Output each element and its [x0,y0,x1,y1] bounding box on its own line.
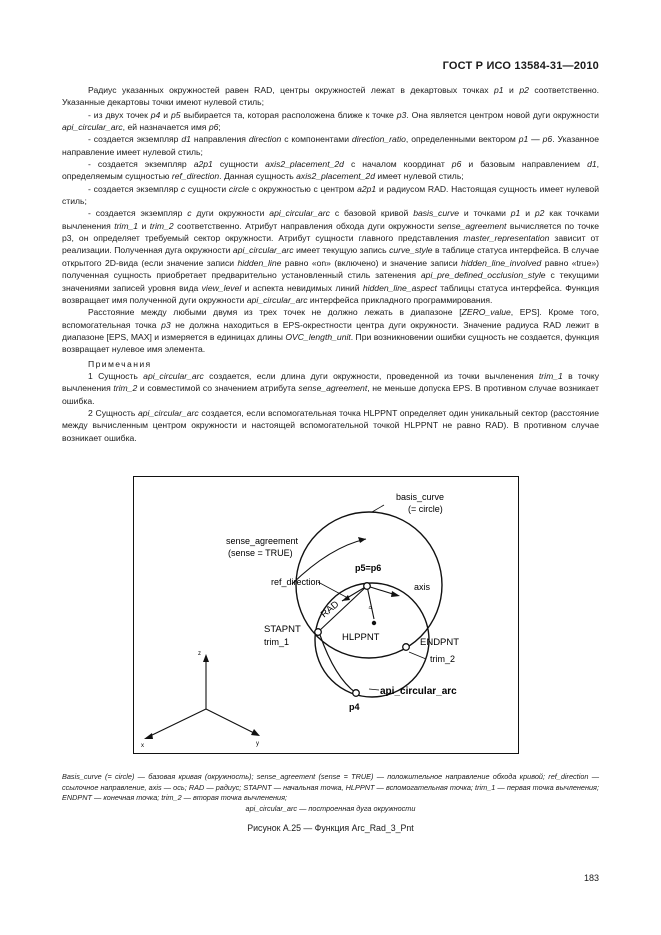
label-p4: p4 [349,702,360,712]
italic-term: sense_agreement [298,383,368,394]
italic-term: p3 [396,109,407,120]
italic-term: p1 [510,208,521,219]
italic-term: direction [248,134,282,145]
italic-term: api_pre_defined_occlusion_style [420,270,546,281]
italic-term: basis_curve [413,208,460,219]
label-axis-z: z [198,651,201,657]
italic-term: axis2_placement_2d [265,159,344,170]
axis-arrow [391,591,400,597]
label-axis-x: x [141,743,144,749]
label-trim2: trim_2 [430,654,456,664]
label-axis: axis [414,582,431,592]
label-basis-curve: basis_curve [396,492,445,502]
endpnt-point [403,644,410,651]
italic-term: c [180,183,186,194]
label-sense-agreement: sense_agreement [226,536,299,546]
page-number: 183 [583,873,599,883]
italic-term: ref_direction [171,171,220,182]
italic-term: p5 [171,109,181,120]
paragraph: Радиус указанных окружностей равен RAD, центры окружностей лежат в декартовых точках p1 и p2 соответственно. Указанные декартовы точки имеют нулевой стиль; [62,85,599,108]
italic-term: p1 [494,85,504,95]
italic-term: api_circular_arc [62,122,123,133]
label-stapnt: STAPNT [264,624,301,635]
italic-term: curve_style [389,245,433,256]
italic-term: hidden_line_aspect [362,282,437,293]
paragraph: - создается экземпляр c сущности circle с окружностью с центром a2p1 и радиусом RAD. Настоящая сущность имеет нулевой стиль; [62,183,599,207]
italic-term: trim_2 [113,383,138,394]
label-p5p6: p5=p6 [355,563,382,573]
label-hlppnt: HLPPNT [342,632,380,643]
paragraph: Расстояние между любыми двумя из трех точек не должно лежать в диапазоне [ZERO_value, EPS]. Кроме того, вспомогательная точка p3 не должна находиться в EPS-окрестности центра дуги окружности. Значение радиуса RAD лежит в диапазоне [EPS, MAX] и измеряется в единицах длины OVC_length_unit. При возникновении ошибки сущность не создается, функция возвращает нулевое имя элемента. [62,307,599,355]
paragraph: - создается экземпляр c дуги окружности api_circular_arc с базовой кривой basis_curve и точками p1 и p2 как точками вычленения trim_1 и trim_2 соответственно. Атрибут направления обхода дуги окружности sense_agreement вычисляется по точке p3, он определяет требуемый сектор окружности. Атрибут сущности главного представления master_representation зависит от реализации. Полученная дуга окружности api_circular_arc имеет текущую запись curve_style в таблице статуса интерфейса. В случае открытого 2D-вида (если значение записи hidden_line равно «on» (включено) и значение записи hidden_line_involved равно «true») полученная сущность приобретает предварительно установленный стиль затенения api_pre_defined_occlusion_style с текущими значениями записей уровня вида view_level и аспекта невидимых линий hidden_line_aspect таблицы статуса интерфейса. Функция возвращает имя полученной дуги окружности api_circular_arc интерфейса прикладного программирования. [62,208,600,305]
figure-legend [62,772,599,814]
italic-term: p6 [208,122,219,133]
italic-term: api_circular_arc [232,245,294,256]
center-vector [367,586,374,619]
label-sense-agreement-sub: (sense = TRUE) [228,548,293,558]
italic-term: ZERO_value [461,307,511,318]
italic-term: c [187,208,192,219]
label-trim1: trim_1 [264,637,290,647]
italic-term: a2p1 [193,159,213,170]
italic-term: direction_ratio [351,134,406,145]
notes-title: Примечания [88,358,152,369]
stapnt-point [315,629,322,636]
arc-diagram [133,476,519,754]
basis-leader [372,505,384,512]
italic-term: p3 [161,319,171,330]
standard-header: ГОСТ Р ИСО 13584-31—2010 [442,60,599,72]
arc-diagram-svg [134,477,520,755]
label-api-circular-arc: api_circular_arc [380,686,457,697]
axis-x-line [148,709,206,737]
label-axis-y: y [256,741,259,747]
hlppnt-point [372,621,376,625]
italic-term: d1 [181,134,191,145]
italic-term: a2p1 [357,183,377,194]
italic-term: master_representation [463,233,550,244]
italic-term: trim_1 [114,220,139,231]
axis-x-arrow [144,733,153,739]
note-item: 2 Сущность api_circular_arc создается, если вспомогательная точка HLPPNT определяет один уникальный сектор (расстояние между вычисленным центром окружности и настоящей вспомогательной точкой HLPPNT не равно RAD). В противном случае возникает ошибка. [62,407,599,443]
italic-term: api_circular_arc [246,294,308,305]
legend-text: Basis_curve (= circle) — базовая кривая (окружность); sense_agreement (sense = TRUE) — положительное направление обхода кривой; ref_direction — ссылочное направление, axis — ось; RAD — радиус; STAPNT — начальная точка, HLPPNT — вспомогательная точка; trim_1 — первая точка вычленения; ENDPNT — конечная точка; trim_2 — вторая точка вычленения; [62,772,599,803]
label-basis-curve-sub: (= circle) [408,504,443,514]
axis-z-arrow [203,654,209,662]
ref-direction-leader [318,582,346,597]
label-endpnt: ENDPNT [420,637,460,648]
italic-term: p2 [534,208,545,219]
italic-term: trim_1 [538,370,563,381]
italic-term: d1 [587,159,597,170]
paragraph: - из двух точек p4 и p5 выбирается та, которая расположена ближе к точке p3. Она является центром новой дуги окружности api_circular_arc, ей назначается имя p6; [62,109,599,133]
italic-term: api_circular_arc [269,208,330,219]
italic-term: p1 — p6 [518,134,553,145]
italic-term: api_circular_arc [138,407,199,418]
label-rad: RAD [318,598,342,621]
paragraph: - создается экземпляр a2p1 сущности axis2_placement_2d с началом координат p6 и базовым направлением d1, определяемым сущностью ref_direction. Данная сущность axis2_placement_2d имеет нулевой стиль; [62,159,600,182]
italic-term: sense_agreement [437,220,507,231]
italic-term: p6 [451,159,462,170]
trim2-leader [409,652,426,659]
italic-term: circle [228,183,249,194]
italic-term: axis2_placement_2d [296,171,375,182]
label-p-small: p [367,605,374,610]
italic-term: p4 [150,109,161,120]
figure-title: Рисунок А.25 — Функция Arc_Rad_3_Pnt [247,823,414,833]
paragraph: - создается экземпляр d1 направления direction с компонентами direction_ratio, определенными вектором p1 — p6. Указанное направление имеет нулевой стиль; [62,134,599,157]
italic-term: hidden_line [237,257,282,268]
axis-y-arrow [251,729,260,736]
italic-term: api_circular_arc [143,370,204,381]
axis-y-line [206,709,256,734]
italic-term: OVC_length_unit [285,331,351,342]
legend-tail: api_circular_arc — построенная дуга окружности [245,803,416,813]
body-text [62,84,599,444]
italic-term: trim_2 [149,220,174,231]
center-point [364,583,371,590]
italic-term: view_level [201,282,242,293]
italic-term: hidden_line_involved [461,257,542,268]
sense-arrow-head [358,537,366,543]
label-ref-direction: ref_direction [271,577,321,587]
p4-point [353,690,360,697]
api-arc-leader [369,689,379,690]
note-item: 1 Сущность api_circular_arc создается, если длина дуги окружности, проведенной из точки вычленения trim_1 в точку вычленения trim_2 и совместимой со значением атрибута sense_agreement, не меньше допуска EPS. В противном случае возникает ошибка. [62,370,599,406]
italic-term: p2 [519,85,529,95]
